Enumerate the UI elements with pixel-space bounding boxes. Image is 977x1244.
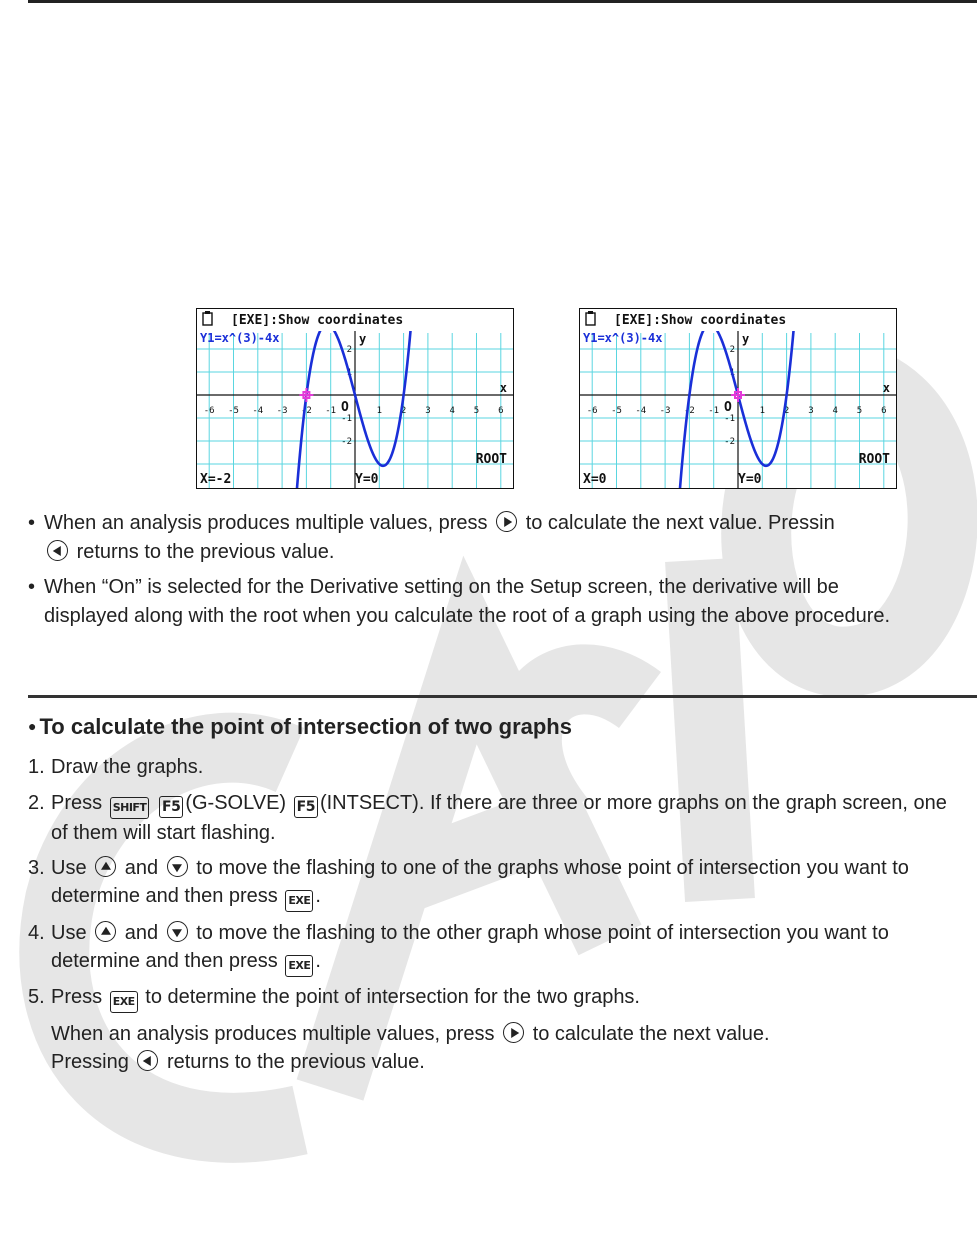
screen-header-text: [EXE]:Show coordinates <box>614 313 787 328</box>
calc-screen-1 <box>196 308 514 489</box>
note-text-c: Pressing <box>51 1051 129 1073</box>
exe-key-icon: EXE <box>285 890 313 912</box>
f5-key-icon: F5 <box>294 796 318 818</box>
x-readout: X=0 <box>583 472 607 487</box>
x-axis-label: x <box>882 381 890 395</box>
left-arrow-key-icon <box>47 540 68 561</box>
mode-label: ROOT <box>475 452 507 467</box>
section-rule <box>28 695 977 698</box>
clipboard-clip <box>588 311 593 314</box>
exe-key-icon: EXE <box>110 991 138 1013</box>
bullet-2-text: When “On” is selected for the Derivative setting on the Setup screen, the derivative will be displayed along with the root when you calculate the root of a graph using the above procedure. <box>44 576 891 627</box>
x-tick-label: 1 <box>759 406 766 416</box>
right-arrow-key-icon <box>496 511 517 532</box>
x-tick-label: -4 <box>252 406 264 416</box>
calc-screen-1-graph <box>197 309 513 488</box>
x-tick-label: 5 <box>473 406 480 416</box>
up-arrow-key-icon <box>95 921 116 942</box>
exe-key-icon: EXE <box>285 955 313 977</box>
bullet-1-text-c: returns to the previous value. <box>76 541 335 563</box>
x-tick-label: -4 <box>635 406 647 416</box>
graph-cursor <box>299 388 313 402</box>
x-tick-label: 3 <box>425 406 431 416</box>
x-tick-label: -6 <box>586 406 598 416</box>
x-tick-label: 4 <box>449 406 455 416</box>
y-tick-label: -1 <box>341 414 352 424</box>
step-5-text: to determine the point of intersection for the two graphs. <box>145 986 640 1008</box>
step-3-and: and <box>124 857 159 879</box>
step-4-text: to move the flashing to the other graph whose point of intersection you want to determine and then press <box>51 922 889 972</box>
x-tick-label: -5 <box>228 406 239 416</box>
x-tick-label: 5 <box>856 406 863 416</box>
y-readout: Y=0 <box>355 472 379 487</box>
step-4 <box>28 919 968 977</box>
f5-key-icon: F5 <box>159 796 183 818</box>
x-tick-label: 6 <box>498 406 504 416</box>
x-tick-label: 2 <box>400 406 407 416</box>
step-4-and: and <box>124 922 159 944</box>
step-number: 5. <box>28 986 45 1008</box>
right-arrow-key-icon <box>503 1022 524 1043</box>
left-arrow-key-icon <box>137 1050 158 1071</box>
x-tick-label: 4 <box>832 406 838 416</box>
step-number: 2. <box>28 792 45 814</box>
note-text-a: When an analysis produces multiple values, press <box>51 1023 495 1045</box>
step-4-use: Use <box>51 922 87 944</box>
bullet-derivative-setting <box>28 573 908 631</box>
y-tick-label: 2 <box>346 345 352 355</box>
step-3-text: to move the flashing to one of the graphs whose point of intersection you want to determine and then press <box>51 857 909 907</box>
step-1-text: Draw the graphs. <box>51 756 204 778</box>
x-readout: X=-2 <box>200 472 232 487</box>
step-2-gsolve: (G-SOLVE) <box>185 792 287 814</box>
x-tick-label: -6 <box>203 406 215 416</box>
down-arrow-key-icon <box>167 856 188 877</box>
x-tick-label: -5 <box>611 406 622 416</box>
period: . <box>315 950 321 972</box>
bullet-1-text-b: to calculate the next value. Pressin <box>525 512 835 534</box>
x-tick-label: -3 <box>276 406 288 416</box>
step-3 <box>28 854 968 912</box>
screen-header-text: [EXE]:Show coordinates <box>231 313 404 328</box>
section-title <box>28 714 572 740</box>
shift-key-icon: SHIFT <box>110 797 150 819</box>
x-tick-label: 6 <box>881 406 887 416</box>
step-number: 1. <box>28 756 45 778</box>
note-text-d: returns to the previous value. <box>166 1051 425 1073</box>
period: . <box>315 885 321 907</box>
equation-label: Y1=x^(3)-4x <box>200 331 280 345</box>
note-text-b: to calculate the next value. <box>532 1023 770 1045</box>
y-axis-label: y <box>742 332 750 346</box>
up-arrow-key-icon <box>95 856 116 877</box>
x-tick-label: -1 <box>708 406 720 416</box>
x-tick-label: 1 <box>376 406 383 416</box>
step-2-press: Press <box>51 792 103 814</box>
bullet-dot: • <box>28 512 36 534</box>
heading-bullet: ● <box>28 718 37 734</box>
x-tick-label: -2 <box>300 406 312 416</box>
x-tick-label: -3 <box>659 406 671 416</box>
y-tick-label: 1 <box>729 368 735 378</box>
section-title-text: To calculate the point of intersection of two graphs <box>39 714 572 739</box>
origin-label: O <box>341 400 349 415</box>
step-number: 3. <box>28 857 45 879</box>
down-arrow-key-icon <box>167 921 188 942</box>
x-tick-label: 2 <box>783 406 790 416</box>
x-tick-label: -2 <box>683 406 695 416</box>
y-tick-label: -1 <box>724 414 735 424</box>
y-tick-label: 2 <box>729 345 735 355</box>
equation-label: Y1=x^(3)-4x <box>583 331 663 345</box>
calc-screen-2 <box>579 308 897 489</box>
origin-label: O <box>724 400 732 415</box>
calc-screen-2-graph <box>580 309 896 488</box>
graph-cursor <box>731 388 745 402</box>
x-tick-label: 3 <box>808 406 814 416</box>
mode-label: ROOT <box>858 452 890 467</box>
step-2 <box>28 789 968 847</box>
clipboard-clip <box>205 311 210 314</box>
step-5-press: Press <box>51 986 103 1008</box>
x-axis-label: x <box>499 381 507 395</box>
step-5 <box>28 983 968 1013</box>
step-number: 4. <box>28 922 45 944</box>
bullet-dot: • <box>28 576 36 598</box>
y-readout: Y=0 <box>738 472 762 487</box>
y-tick-label: -2 <box>724 437 735 447</box>
y-axis-label: y <box>359 332 367 346</box>
step-2-intsect: (INTSECT). If there are three or more graphs on the graph screen, one of them will start flashing. <box>51 792 947 844</box>
bullet-multiple-values <box>28 509 968 567</box>
top-rule <box>28 0 977 3</box>
step-3-use: Use <box>51 857 87 879</box>
bullet-1-text-a: When an analysis produces multiple values, press <box>44 512 488 534</box>
x-tick-label: -1 <box>325 406 337 416</box>
y-tick-label: -2 <box>341 437 352 447</box>
y-tick-label: 1 <box>346 368 352 378</box>
step-1 <box>28 753 968 781</box>
step-5-note <box>28 1020 968 1076</box>
